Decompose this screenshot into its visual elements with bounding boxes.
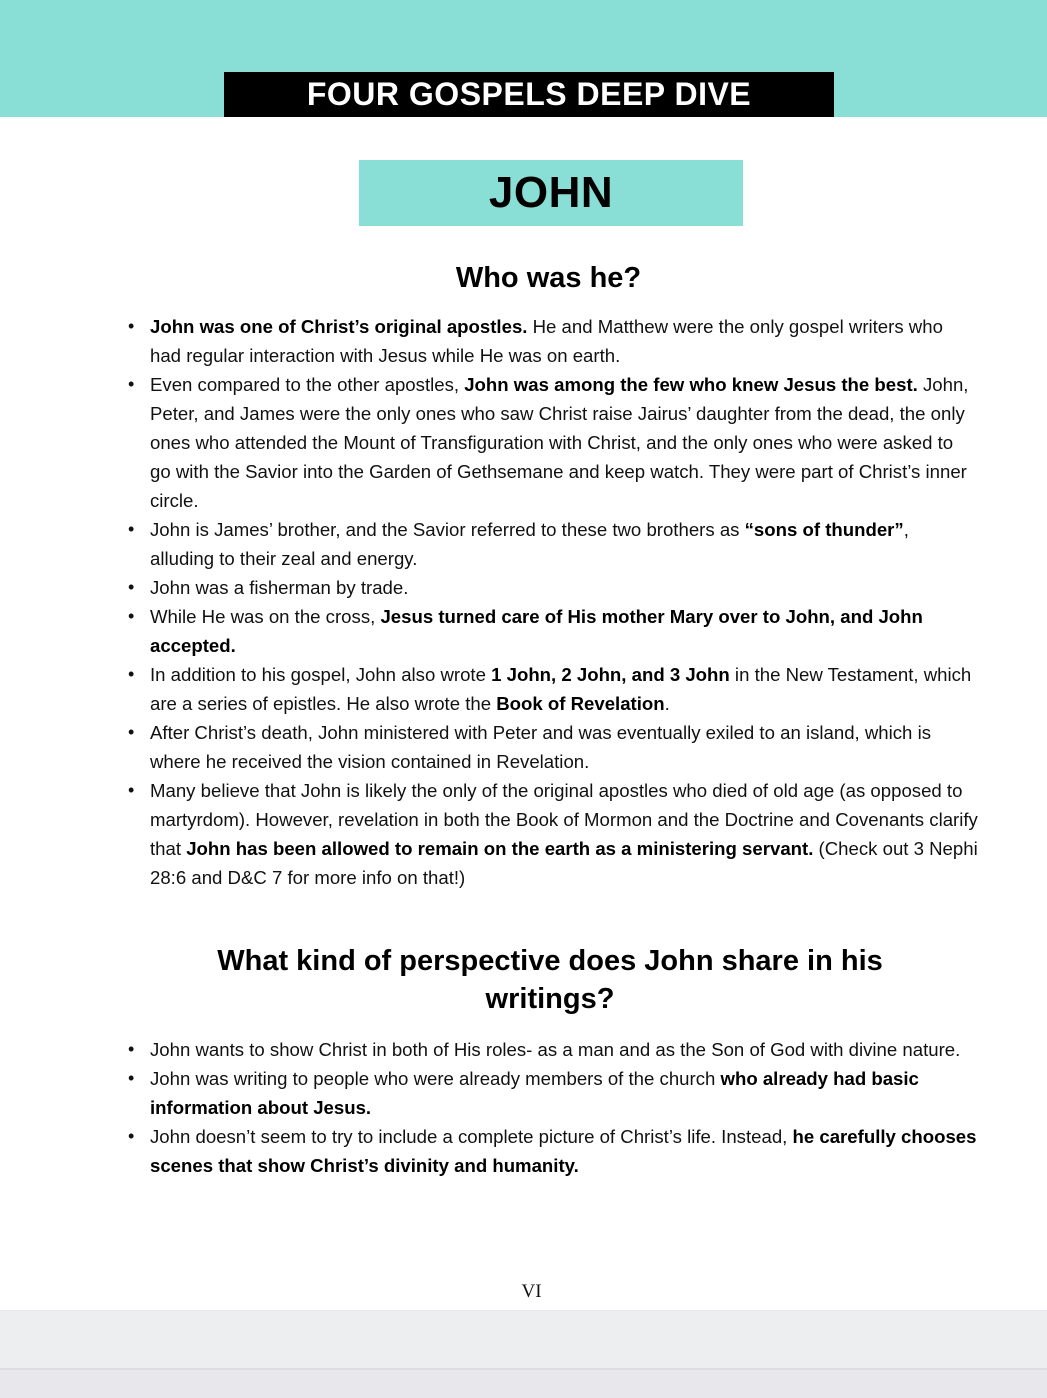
page-title: JOHN	[359, 160, 743, 226]
viewer-bottom-bar	[0, 1368, 1047, 1398]
text: (Check out 3 Nephi 28:6 and D&C 7 for more info on that!)	[150, 838, 978, 888]
bold-text: he carefully chooses scenes that show Christ’s divinity and humanity.	[150, 1126, 977, 1176]
section-heading-perspective: What kind of perspective does John share in his writings?	[217, 945, 883, 1015]
text: .	[664, 693, 670, 714]
text: John wants to show Christ in both of His roles- as a man and as the Son of God with divine nature.	[150, 1039, 961, 1060]
text: John was writing to people who were already members of the church	[150, 1068, 721, 1089]
document-banner: FOUR GOSPELS DEEP DIVE	[224, 72, 834, 117]
list-item	[128, 1122, 978, 1180]
text: Many believe that John is likely the only of the original apostles who died of old age (as opposed to martyrdom). However, revelation in both the Book of Mormon and the Doctrine and Covenants clarify that	[150, 780, 978, 859]
viewer-footer-area	[0, 1310, 1047, 1369]
bold-text: Book of Revelation	[496, 693, 665, 714]
text: , alluding to their zeal and energy.	[150, 519, 909, 569]
section-heading-who: Who was he?	[455, 262, 642, 294]
text: John is James’ brother, and the Savior referred to these two brothers as	[150, 519, 745, 540]
text: After Christ’s death, John ministered with Peter and was eventually exiled to an island, which is where he received the vision contained in Revelation.	[150, 722, 931, 772]
text: He and Matthew were the only gospel writers who had regular interaction with Jesus while He was on earth.	[150, 316, 943, 366]
text: John was a fisherman by trade.	[150, 577, 409, 598]
text: In addition to his gospel, John also wrote	[150, 664, 492, 685]
list-item	[128, 573, 978, 602]
list-item	[128, 1035, 978, 1064]
bold-text: 1 John, 2 John, and 3 John	[491, 664, 730, 685]
who-bullet-list	[128, 312, 978, 892]
list-item	[128, 515, 978, 573]
bold-text: John was among the few who knew Jesus the best.	[464, 374, 918, 395]
list-item	[128, 718, 978, 776]
text: in the New Testament, which are a series of epistles. He also wrote the	[150, 664, 972, 714]
perspective-bullet-list	[128, 1035, 978, 1180]
bold-text: Jesus turned care of His mother Mary over to John, and John accepted.	[150, 606, 923, 656]
text: While He was on the cross,	[150, 606, 381, 627]
list-item	[128, 1064, 978, 1122]
bold-text: John has been allowed to remain on the earth as a ministering servant.	[186, 838, 814, 859]
text: John doesn’t seem to try to include a complete picture of Christ’s life. Instead,	[150, 1126, 793, 1147]
bold-text: John was one of Christ’s original apostles.	[150, 316, 528, 337]
list-item	[128, 370, 978, 515]
text: John, Peter, and James were the only ones who saw Christ raise Jairus’ daughter from the dead, the only ones who attended the Mount of Transfiguration with Christ, and the only ones who were asked to go with the Savior into the Garden of Gethsemane and keep watch. They were part of Christ’s inner circle.	[150, 374, 969, 511]
list-item	[128, 660, 978, 718]
page-number: VI	[521, 1281, 542, 1302]
text: Even compared to the other apostles,	[150, 374, 465, 395]
list-item	[128, 312, 978, 370]
bold-text: “sons of thunder”	[744, 519, 904, 540]
bold-text: who already had basic information about Jesus.	[150, 1068, 919, 1118]
list-item	[128, 776, 978, 892]
list-item	[128, 602, 978, 660]
